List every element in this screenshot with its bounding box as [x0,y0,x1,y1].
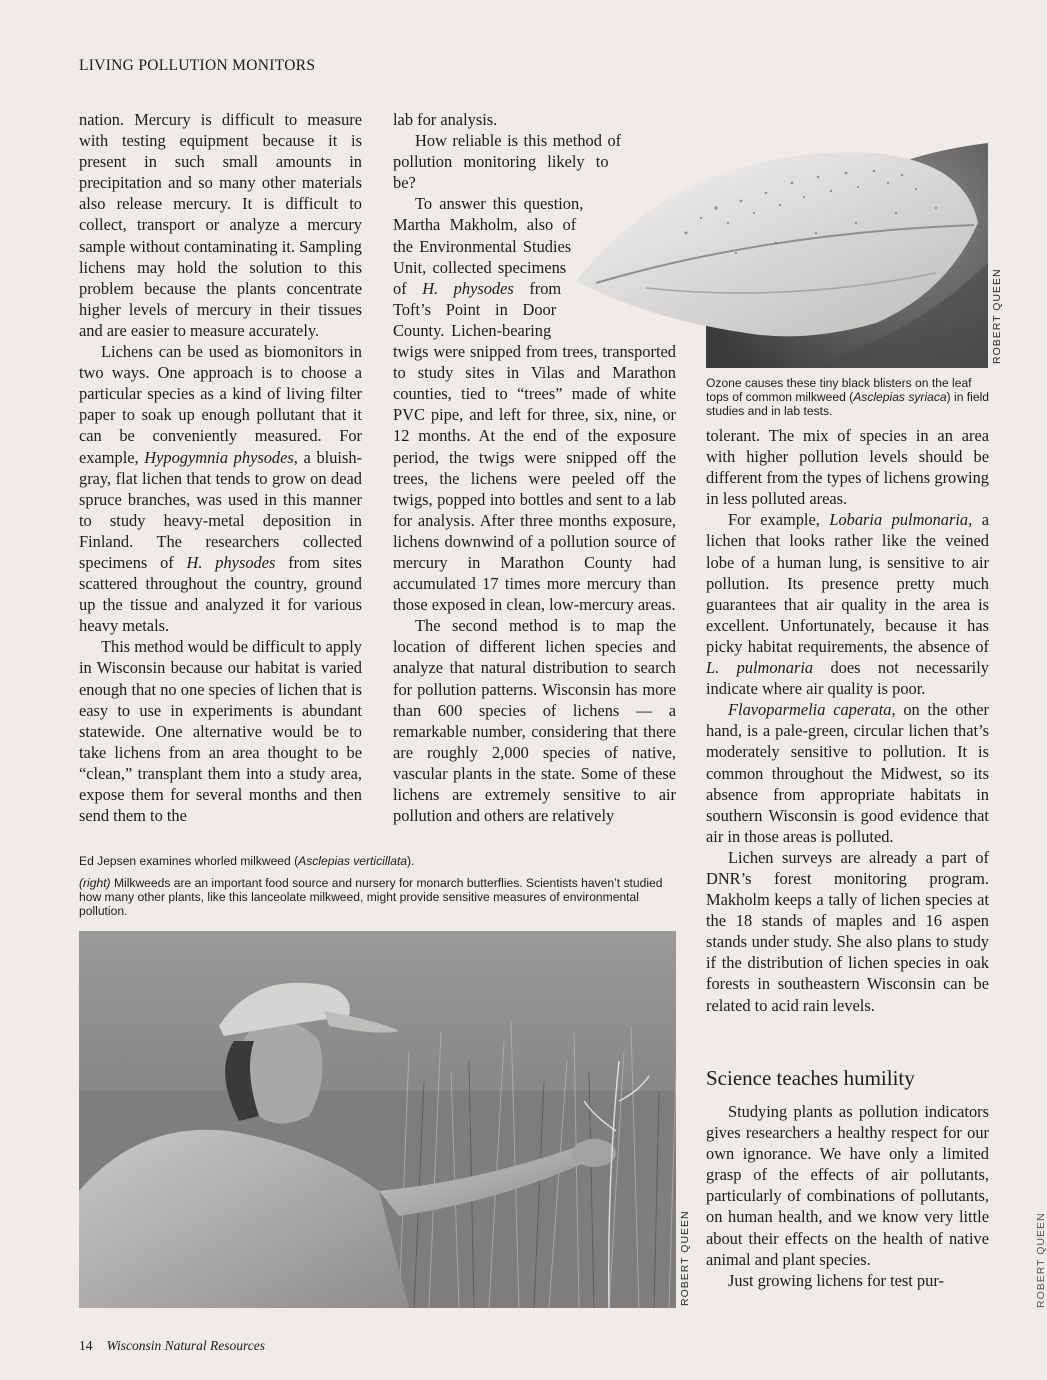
photo-credit-edge: ROBERT QUEEN [1035,1212,1047,1308]
caption-ed-jepsen: Ed Jepsen examines whorled milkweed (Asclepias verticillata). [79,854,415,868]
caption-monarch-milkweed: (right) Milkweeds are an important food source and nursery for monarch butterflies. Scientists haven’t studied how many other plants, like this lanceolate milkweed, might provide sensitive measures of environmental pollution. [79,876,663,918]
section-heading: Science teaches humility [706,1066,915,1090]
column-2 [393,109,676,826]
col1-paragraph-1: nation. Mercury is difficult to measure with testing equipment because it is present in such small amounts in precipitation and so many other materials also release mercury. It is difficult to collect, transport or analyze a mercury sample without contaminating it. Sampling lichens may hold the solution to this problem because the plants concentrate higher levels of mercury in their tissues and are easier to measure accurately. [79,110,362,340]
col3b-paragraph-1: Studying plants as pollution indicators gives researchers a healthy respect for our own ignorance. We have only a limited grasp of the effects of air pollutants, particularly of combinations of pollutants, on human health, and we know very little about their effects on the health of native animal and plant species. [706,1102,989,1269]
species-name: H. physodes [186,552,276,572]
page-number: 14 [79,1338,93,1353]
col1-paragraph-2: Lichens can be used as biomonitors in two ways. One approach is to choose a particular species as a kind of living filter paper to soak up enough pollutant that it can be conveniently measured. For example, Hypogymnia physodes, a bluish-gray, flat lichen that tends to grow on dead spruce branches, was used in this manner to study heavy-metal deposition in Finland. The researchers collected specimens of H. physodes from sites scattered throughout the country, ground up the tissue and analyzed it for various heavy metals. [79,342,363,636]
col2-paragraph-2: How reliable is this method of pollution monitoring likely to be? [393,131,622,193]
col2-paragraph-4: The second method is to map the location of different lichen species and analyze that natural distribution to search for pollution patterns. Wisconsin has more than 600 species of lichens — a remarkable number, considering that there are roughly 2,000 species of native, vascular plants in the state. Some of these lichens are extremely sensitive to air pollution and others are relatively [393,616,676,826]
photo-credit-leaf: ROBERT QUEEN [991,268,1003,364]
species-name: Flavoparmelia caperata [728,700,892,720]
researcher-in-grass-illustration [79,931,676,1308]
col2-paragraph-3: To answer this question, Martha Makholm, also of the Environmental Studies Unit, collected specimens of H. physodes from Toft’s Point in Door County. Lichen-bearing twigs were snipped from trees, transported to study sites in Vilas and Marathon counties, tied to “trees” made of white PVC pipe, and left for three, six, nine, or 12 months. At the end of the exposure period, the twigs were snipped off the trees, the lichens were peeled off the twigs, popped into bottles and sent to a lab for analysis. After three months exposure, lichens downwind of a pollution source of mercury in Marathon County had accumulated 17 times more mercury than those exposed in clean, low-mercury areas. [393,194,676,615]
column-3-continued [706,1101,989,1291]
col3-paragraph-4: Lichen surveys are already a part of DNR’s forest monitoring program. Makholm keeps a tally of lichen species at the 18 stands of maples and 16 aspen stands under study. She also plans to study if the distribution of lichen species in oak forests in southeastern Wisconsin can be related to acid rain levels. [706,847,989,1015]
col3-paragraph-2: For example, Lobaria pulmonaria, a lichen that looks rather like the veined lobe of a human lung, is sensitive to air pollution. Its presence pretty much guarantees that air quality in the area is excellent. Unfortunately, because it has picky habitat requirements, the absence of L. pulmonaria does not necessarily indicate where air quality is poor. [706,510,989,699]
col2-paragraph-1: lab for analysis. [393,110,498,129]
running-head: LIVING POLLUTION MONITORS [79,57,316,74]
species-name: Lobaria pulmonaria [829,510,969,530]
column-3 [706,425,989,1016]
field-researcher-photo [79,931,676,1308]
milkweed-leaf-illustration [706,113,988,368]
col1-paragraph-3: This method would be difficult to apply in Wisconsin because our habitat is varied enough that no one species of lichen that is easy to use in experiments is abundant statewide. One alternative would be to take lichens from an area thought to be “clean,” transplant them into a study area, expose them for several months and then send them to the [79,637,363,826]
milkweed-leaf-photo [706,113,988,368]
magazine-title: Wisconsin Natural Resources [106,1338,265,1353]
col3-paragraph-1: tolerant. The mix of species in an area with higher pollution levels should be different from the types of lichens growing in less polluted areas. [706,426,989,509]
species-name: H. physodes [422,278,514,298]
species-name: Hypogymnia physodes [144,447,294,467]
species-name: L. pulmonaria [706,658,814,678]
page-footer [79,1338,265,1354]
col3-paragraph-3: Flavoparmelia caperata, on the other hand, is a pale-green, circular lichen that’s moderately sensitive to pollution. It is common throughout the Midwest, so its absence from appropriate habitats in southern Wisconsin is good evidence that air in those areas is polluted. [706,700,990,846]
col3b-paragraph-2: Just growing lichens for test pur- [728,1270,944,1290]
column-1 [79,109,362,826]
photo-credit-researcher: ROBERT QUEEN [679,1210,691,1306]
caption-ozone-milkweed: Ozone causes these tiny black blisters on the leaf tops of common milkweed (Asclepias syriaca) in field studies and in lab tests. [706,376,989,418]
